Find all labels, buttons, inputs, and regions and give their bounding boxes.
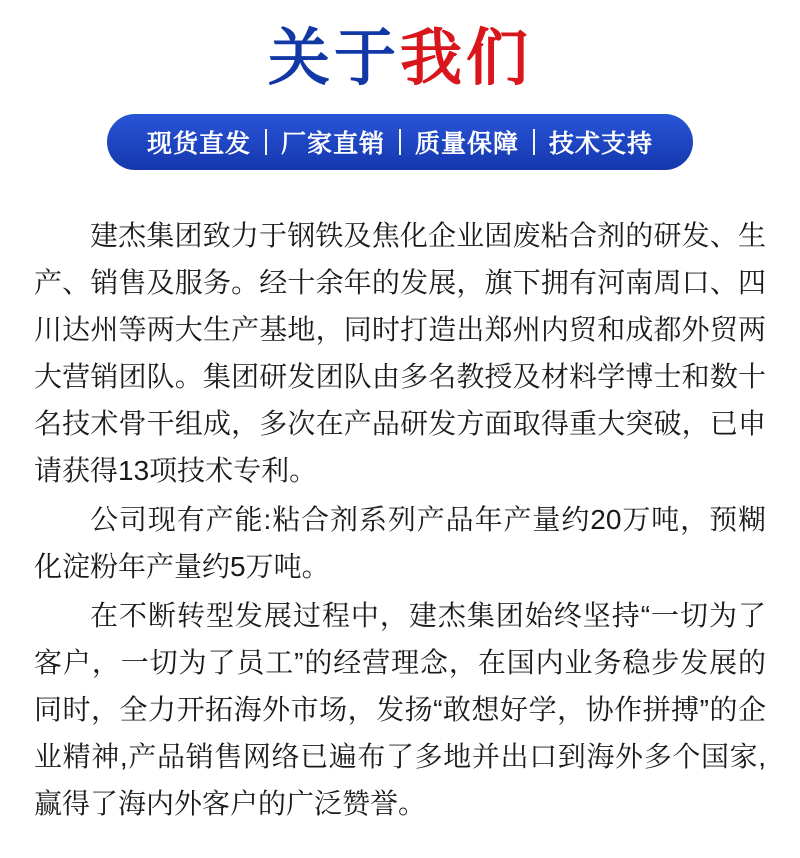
page-title-second-half: 我们 <box>400 24 533 93</box>
feature-item-factory-direct: 厂家直销 <box>280 130 385 158</box>
about-us-body <box>0 212 800 827</box>
paragraph-philosophy: 在不断转型发展过程中，建杰集团始终坚持“一切为了客户，一切为了员工”的经营理念，在国内业务稳步发展的同时，全力开拓海外市场，发扬“敢想好学，协作拼搏”的企业精神,产品销售网络已遍布了多地并出口到海外多个国家,赢得了海内外客户的广泛赞誉。 <box>34 600 766 819</box>
divider-icon <box>265 129 267 155</box>
feature-item-technical-support: 技术支持 <box>549 130 654 158</box>
feature-item-stock-shipping: 现货直发 <box>146 130 251 158</box>
feature-banner <box>0 114 800 170</box>
divider-icon <box>399 129 401 155</box>
page-title-text <box>267 24 533 93</box>
feature-item-quality-assurance: 质量保障 <box>415 130 520 158</box>
page-title-first-half: 关于 <box>267 24 400 93</box>
feature-pill <box>107 114 693 170</box>
divider-icon <box>533 129 535 155</box>
page-title <box>0 0 800 93</box>
paragraph-company-overview: 建杰集团致力于钢铁及焦化企业固废粘合剂的研发、生产、销售及服务。经十余年的发展，旗下拥有河南周口、四川达州等两大生产基地，同时打造出郑州内贸和成都外贸两大营销团队。集团研发团队由多名教授及材料学博士和数十名技术骨干组成，多次在产品研发方面取得重大突破，已申请获得13项技术专利。 <box>34 220 766 486</box>
paragraph-production-capacity: 公司现有产能:粘合剂系列产品年产量约20万吨，预糊化淀粉年产量约5万吨。 <box>34 504 766 582</box>
